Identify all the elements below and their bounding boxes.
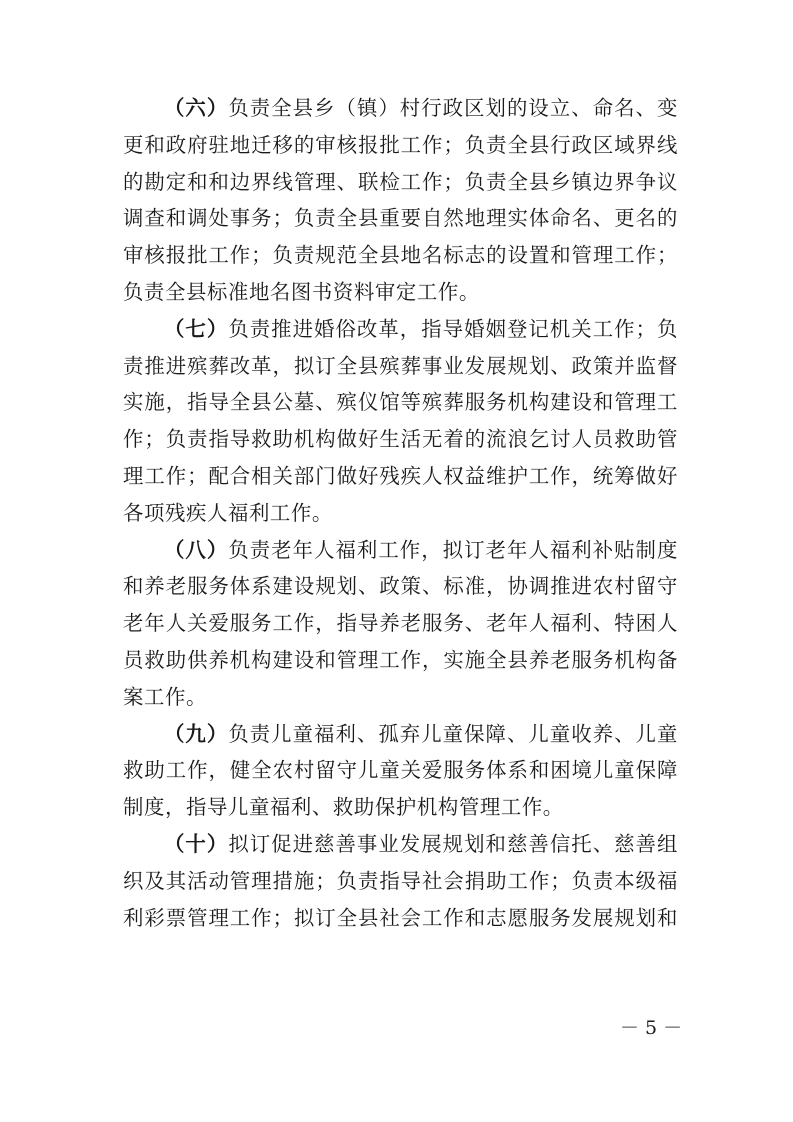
section-heading: （八） xyxy=(164,537,229,562)
paragraph-line: （六）负责全县乡（镇）村行政区划的设立、命名、变 xyxy=(164,96,678,120)
paragraph-line: （十）拟订促进慈善事业发展规划和慈善信托、慈善组 xyxy=(164,831,678,856)
paragraph-line: 制度，指导儿童福利、救助保护机构管理工作。 xyxy=(123,795,564,820)
paragraph-line: 理工作；配合相关部门做好残疾人权益维护工作，统筹做好 xyxy=(123,463,678,488)
paragraph-line: 各项残疾人福利工作。 xyxy=(123,500,333,525)
paragraph-line: 和养老服务体系建设规划、政策、标准，协调推进农村留守 xyxy=(123,574,678,599)
paragraph-8 xyxy=(123,532,678,716)
paragraph-line: 实施，指导全县公墓、殡仪馆等殡葬服务机构建设和管理工 xyxy=(123,390,678,415)
paragraph-line: 员救助供养机构建设和管理工作，实施全县养老服务机构备 xyxy=(123,647,678,672)
section-heading: （十） xyxy=(164,831,229,856)
paragraph-10 xyxy=(123,826,678,936)
paragraph-line: 案工作。 xyxy=(123,684,207,709)
paragraph-line: 老年人关爱服务工作，指导养老服务、老年人福利、特困人 xyxy=(123,611,678,636)
paragraph-line: 救助工作，健全农村留守儿童关爱服务体系和困境儿童保障 xyxy=(123,758,678,783)
paragraph-7 xyxy=(123,311,678,532)
section-heading: （九） xyxy=(164,721,229,746)
paragraph-line: （七）负责推进婚俗改革，指导婚姻登记机关工作；负 xyxy=(164,316,678,341)
paragraph-line: 调查和调处事务；负责全县重要自然地理实体命名、更名的 xyxy=(123,206,678,231)
page-number: － 5 － xyxy=(620,1017,683,1039)
paragraph-line: 作；负责指导救助机构做好生活无着的流浪乞讨人员救助管 xyxy=(123,427,678,452)
paragraph-line: 责推进殡葬改革，拟订全县殡葬事业发展规划、政策并监督 xyxy=(123,353,678,378)
paragraph-9 xyxy=(123,716,678,826)
paragraph-line: （九）负责儿童福利、孤弃儿童保障、儿童收养、儿童 xyxy=(164,721,678,746)
section-heading: （七） xyxy=(164,316,229,341)
section-heading: （六） xyxy=(164,96,229,120)
paragraph-line: 审核报批工作；负责规范全县地名标志的设置和管理工作； xyxy=(123,243,678,268)
paragraph-line: 更和政府驻地迁移的审核报批工作；负责全县行政区域界线 xyxy=(123,132,678,157)
paragraph-line: 的勘定和和边界线管理、联检工作；负责全县乡镇边界争议 xyxy=(123,169,678,194)
body-text xyxy=(123,90,678,936)
paragraph-line: 负责全县标准地名图书资料审定工作。 xyxy=(123,279,480,304)
paragraph-line: 织及其活动管理措施；负责指导社会捐助工作；负责本级福 xyxy=(123,868,678,893)
paragraph-line: （八）负责老年人福利工作，拟订老年人福利补贴制度 xyxy=(164,537,678,562)
paragraph-6 xyxy=(123,90,678,311)
paragraph-line: 利彩票管理工作；拟订全县社会工作和志愿服务发展规划和 xyxy=(123,905,678,930)
